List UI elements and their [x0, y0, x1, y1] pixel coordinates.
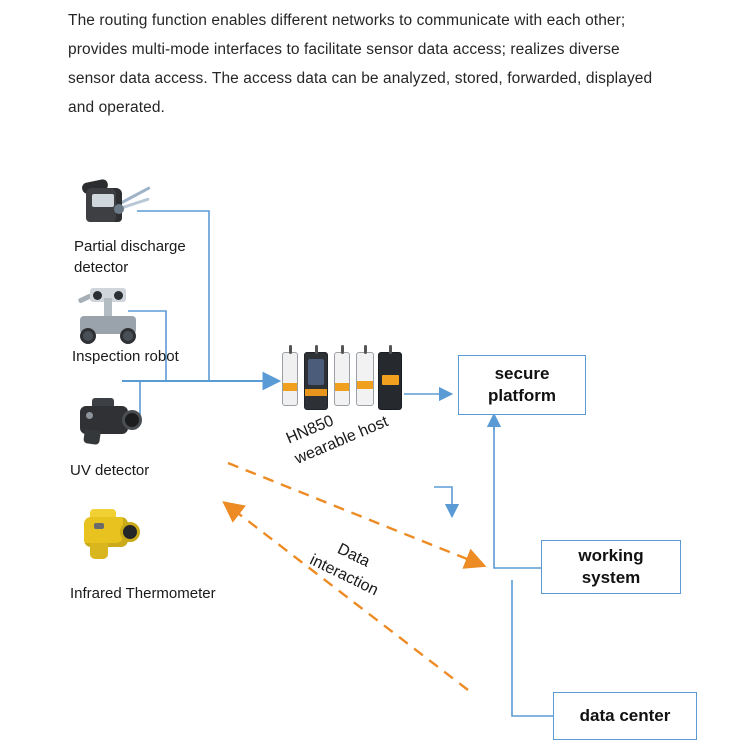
- hub-label: HN850 wearable host: [283, 412, 391, 468]
- device-uv-detector[interactable]: [70, 392, 162, 479]
- device-label: Infrared Thermometer: [70, 585, 216, 602]
- host-unit: [378, 352, 402, 410]
- uv-detector-icon: [70, 392, 162, 454]
- device-inspection-robot[interactable]: [72, 282, 179, 365]
- inspection-robot-icon: [72, 282, 164, 344]
- data-interaction-label: Data interaction: [307, 540, 381, 600]
- node-secure-platform[interactable]: secure platform: [458, 355, 586, 415]
- device-label: UV detector: [70, 462, 150, 479]
- intro-paragraph: The routing function enables different networks to communicate with each other; provides multi-mode interfaces to facilitate sensor data access; realizes diverse sensor data access. The access data can be analyzed, stored, forwarded, displayed and operated.: [68, 12, 653, 116]
- device-label: Inspection robot: [72, 348, 179, 365]
- device-infrared-thermometer[interactable]: [70, 505, 216, 602]
- node-data-center[interactable]: data center: [553, 692, 697, 740]
- host-unit: [334, 352, 350, 406]
- partial-discharge-detector-icon: [74, 178, 166, 240]
- device-partial-discharge-detector[interactable]: [74, 178, 186, 276]
- infrared-thermometer-icon: [70, 505, 162, 567]
- node-working-system[interactable]: working system: [541, 540, 681, 594]
- host-unit: [304, 352, 328, 410]
- host-unit: [282, 352, 298, 406]
- device-label: Partial discharge detector: [74, 238, 186, 276]
